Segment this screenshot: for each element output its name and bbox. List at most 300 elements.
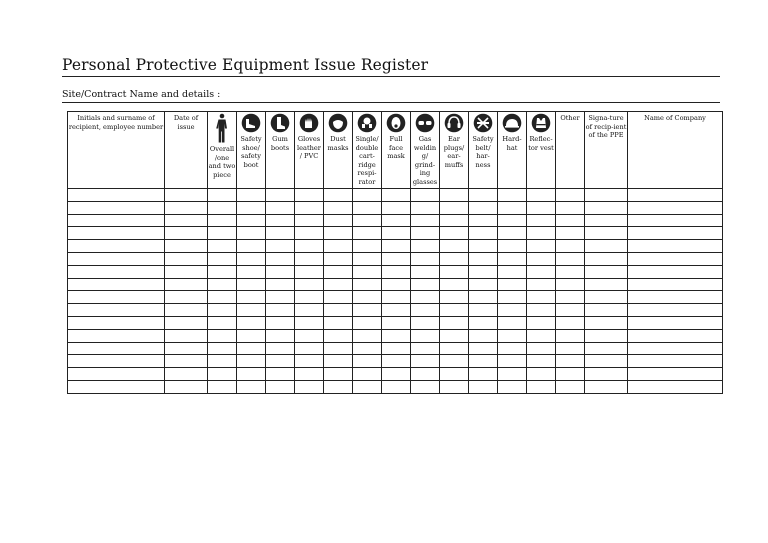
header-reflector-vest: Reflec-tor vest: [527, 112, 556, 189]
header-full-face-mask: Full face mask: [382, 112, 411, 189]
table-cell[interactable]: [585, 291, 628, 304]
table-cell[interactable]: [353, 316, 382, 329]
table-cell[interactable]: [237, 240, 266, 253]
table-cell[interactable]: [628, 342, 723, 355]
table-cell[interactable]: [382, 252, 411, 265]
respirator-icon: [357, 113, 377, 133]
table-cell[interactable]: [585, 201, 628, 214]
table-cell[interactable]: [411, 342, 440, 355]
table-cell[interactable]: [208, 265, 237, 278]
table-cell[interactable]: [440, 240, 469, 253]
table-cell[interactable]: [295, 240, 324, 253]
table-cell[interactable]: [165, 201, 208, 214]
table-cell[interactable]: [498, 342, 527, 355]
table-cell[interactable]: [411, 291, 440, 304]
table-cell[interactable]: [353, 278, 382, 291]
table-cell[interactable]: [440, 380, 469, 393]
table-cell[interactable]: [353, 189, 382, 202]
table-cell[interactable]: [208, 342, 237, 355]
table-cell[interactable]: [237, 227, 266, 240]
table-cell[interactable]: [295, 342, 324, 355]
table-cell[interactable]: [382, 316, 411, 329]
table-cell[interactable]: [411, 240, 440, 253]
table-cell[interactable]: [498, 355, 527, 368]
table-cell[interactable]: [382, 278, 411, 291]
table-cell[interactable]: [411, 214, 440, 227]
table-cell[interactable]: [585, 240, 628, 253]
table-cell[interactable]: [295, 304, 324, 317]
table-cell[interactable]: [208, 240, 237, 253]
table-cell[interactable]: [165, 240, 208, 253]
table-cell[interactable]: [556, 252, 585, 265]
header-overall: Overall /one and two piece: [208, 112, 237, 189]
table-cell[interactable]: [324, 380, 353, 393]
table-cell[interactable]: [208, 329, 237, 342]
table-cell[interactable]: [295, 355, 324, 368]
table-cell[interactable]: [237, 278, 266, 291]
table-cell[interactable]: [68, 240, 165, 253]
table-cell[interactable]: [68, 227, 165, 240]
table-cell[interactable]: [324, 189, 353, 202]
table-cell[interactable]: [353, 201, 382, 214]
table-cell[interactable]: [237, 380, 266, 393]
table-cell[interactable]: [469, 265, 498, 278]
table-cell[interactable]: [208, 252, 237, 265]
table-cell[interactable]: [585, 214, 628, 227]
header-recipient: Initials and surname of recipient, employee number: [68, 112, 165, 189]
table-cell[interactable]: [295, 278, 324, 291]
table-cell[interactable]: [208, 278, 237, 291]
table-cell[interactable]: [295, 227, 324, 240]
table-cell[interactable]: [628, 189, 723, 202]
table-cell[interactable]: [68, 214, 165, 227]
table-cell[interactable]: [324, 316, 353, 329]
table-cell[interactable]: [469, 342, 498, 355]
gloves-icon: [299, 113, 319, 133]
table-cell[interactable]: [411, 368, 440, 381]
table-cell[interactable]: [295, 329, 324, 342]
table-cell[interactable]: [266, 240, 295, 253]
issue-register-table: [67, 111, 723, 394]
table-cell[interactable]: [68, 368, 165, 381]
table-cell[interactable]: [556, 227, 585, 240]
table-cell[interactable]: [295, 265, 324, 278]
table-cell[interactable]: [295, 252, 324, 265]
page-title: Personal Protective Equipment Issue Register: [62, 56, 429, 74]
table-cell[interactable]: [324, 355, 353, 368]
table-cell[interactable]: [165, 265, 208, 278]
table-cell[interactable]: [440, 342, 469, 355]
table-cell[interactable]: [556, 240, 585, 253]
table-cell[interactable]: [266, 355, 295, 368]
table-cell[interactable]: [469, 252, 498, 265]
table-cell[interactable]: [237, 252, 266, 265]
table-cell[interactable]: [469, 329, 498, 342]
table-cell[interactable]: [68, 252, 165, 265]
table-cell[interactable]: [208, 316, 237, 329]
table-cell[interactable]: [411, 329, 440, 342]
table-cell[interactable]: [295, 201, 324, 214]
table-cell[interactable]: [628, 265, 723, 278]
table-cell[interactable]: [324, 278, 353, 291]
table-cell[interactable]: [498, 329, 527, 342]
table-cell[interactable]: [68, 304, 165, 317]
table-cell[interactable]: [585, 355, 628, 368]
overall-icon: [215, 113, 229, 143]
table-cell[interactable]: [382, 189, 411, 202]
table-cell[interactable]: [266, 252, 295, 265]
table-cell[interactable]: [440, 291, 469, 304]
table-cell[interactable]: [556, 201, 585, 214]
table-cell[interactable]: [324, 201, 353, 214]
table-cell[interactable]: [556, 189, 585, 202]
table-cell[interactable]: [498, 189, 527, 202]
table-cell[interactable]: [411, 227, 440, 240]
table-cell[interactable]: [237, 342, 266, 355]
header-signature: Signa-ture of recip-ient of the PPE: [585, 112, 628, 189]
table-cell[interactable]: [266, 265, 295, 278]
table-cell[interactable]: [266, 380, 295, 393]
table-cell[interactable]: [237, 304, 266, 317]
table-cell[interactable]: [498, 304, 527, 317]
table-cell[interactable]: [165, 342, 208, 355]
table-cell[interactable]: [68, 189, 165, 202]
table-cell[interactable]: [68, 201, 165, 214]
table-cell[interactable]: [411, 265, 440, 278]
register-body: [68, 189, 723, 394]
table-cell[interactable]: [382, 291, 411, 304]
table-cell[interactable]: [353, 329, 382, 342]
table-cell[interactable]: [498, 201, 527, 214]
table-cell[interactable]: [440, 304, 469, 317]
table-cell[interactable]: [382, 342, 411, 355]
table-cell[interactable]: [266, 227, 295, 240]
table-cell[interactable]: [165, 316, 208, 329]
table-cell[interactable]: [585, 316, 628, 329]
table-cell[interactable]: [469, 278, 498, 291]
table-cell[interactable]: [382, 265, 411, 278]
table-cell[interactable]: [295, 368, 324, 381]
table-cell[interactable]: [165, 252, 208, 265]
table-cell[interactable]: [68, 342, 165, 355]
table-cell[interactable]: [498, 214, 527, 227]
table-cell[interactable]: [411, 355, 440, 368]
table-cell[interactable]: [556, 368, 585, 381]
table-cell[interactable]: [165, 368, 208, 381]
table-cell[interactable]: [527, 252, 556, 265]
table-cell[interactable]: [324, 342, 353, 355]
table-cell[interactable]: [208, 291, 237, 304]
table-cell[interactable]: [469, 368, 498, 381]
table-cell[interactable]: [295, 291, 324, 304]
table-cell[interactable]: [353, 252, 382, 265]
table-cell[interactable]: [527, 201, 556, 214]
table-cell[interactable]: [585, 304, 628, 317]
table-cell[interactable]: [165, 329, 208, 342]
table-cell[interactable]: [527, 214, 556, 227]
table-cell[interactable]: [208, 380, 237, 393]
table-cell[interactable]: [527, 316, 556, 329]
table-cell[interactable]: [68, 316, 165, 329]
table-cell[interactable]: [165, 278, 208, 291]
table-row: [68, 304, 723, 317]
table-cell[interactable]: [324, 252, 353, 265]
table-cell[interactable]: [165, 189, 208, 202]
table-cell[interactable]: [440, 227, 469, 240]
table-cell[interactable]: [353, 368, 382, 381]
table-cell[interactable]: [498, 252, 527, 265]
table-cell[interactable]: [324, 329, 353, 342]
table-cell[interactable]: [68, 265, 165, 278]
table-cell[interactable]: [295, 316, 324, 329]
table-cell[interactable]: [324, 240, 353, 253]
table-cell[interactable]: [266, 316, 295, 329]
table-cell[interactable]: [208, 214, 237, 227]
header-ear-muffs: Ear plugs/ ear-muffs: [440, 112, 469, 189]
table-cell[interactable]: [165, 227, 208, 240]
table-cell[interactable]: [556, 316, 585, 329]
table-cell[interactable]: [498, 240, 527, 253]
table-cell[interactable]: [208, 189, 237, 202]
table-cell[interactable]: [469, 316, 498, 329]
table-cell[interactable]: [295, 214, 324, 227]
table-cell[interactable]: [237, 189, 266, 202]
table-cell[interactable]: [556, 329, 585, 342]
table-cell[interactable]: [68, 278, 165, 291]
table-cell[interactable]: [353, 227, 382, 240]
table-cell[interactable]: [237, 214, 266, 227]
table-cell[interactable]: [440, 355, 469, 368]
table-cell[interactable]: [208, 355, 237, 368]
table-cell[interactable]: [469, 227, 498, 240]
table-cell[interactable]: [237, 329, 266, 342]
table-cell[interactable]: [295, 380, 324, 393]
table-row: [68, 189, 723, 202]
table-cell[interactable]: [237, 316, 266, 329]
gum-boot-icon: [270, 113, 290, 133]
table-cell[interactable]: [266, 329, 295, 342]
table-cell[interactable]: [585, 189, 628, 202]
table-cell[interactable]: [237, 368, 266, 381]
table-cell[interactable]: [208, 368, 237, 381]
table-cell[interactable]: [411, 278, 440, 291]
table-cell[interactable]: [68, 329, 165, 342]
table-cell[interactable]: [440, 316, 469, 329]
table-cell[interactable]: [556, 214, 585, 227]
table-cell[interactable]: [585, 252, 628, 265]
table-cell[interactable]: [266, 342, 295, 355]
header-other: Other: [556, 112, 585, 189]
table-cell[interactable]: [469, 189, 498, 202]
table-cell[interactable]: [527, 368, 556, 381]
table-cell[interactable]: [411, 304, 440, 317]
table-cell[interactable]: [440, 214, 469, 227]
table-cell[interactable]: [556, 342, 585, 355]
table-cell[interactable]: [628, 368, 723, 381]
table-cell[interactable]: [556, 304, 585, 317]
table-cell[interactable]: [469, 291, 498, 304]
table-cell[interactable]: [353, 265, 382, 278]
table-cell[interactable]: [440, 368, 469, 381]
title-rule: [62, 76, 720, 77]
table-cell[interactable]: [469, 380, 498, 393]
table-cell[interactable]: [382, 227, 411, 240]
table-cell[interactable]: [628, 329, 723, 342]
table-cell[interactable]: [237, 201, 266, 214]
table-cell[interactable]: [295, 189, 324, 202]
table-cell[interactable]: [585, 380, 628, 393]
header-gum-boots: Gum boots: [266, 112, 295, 189]
table-cell[interactable]: [324, 368, 353, 381]
table-cell[interactable]: [353, 304, 382, 317]
table-cell[interactable]: [324, 214, 353, 227]
table-cell[interactable]: [266, 214, 295, 227]
table-cell[interactable]: [556, 355, 585, 368]
table-row: [68, 380, 723, 393]
table-cell[interactable]: [628, 214, 723, 227]
table-cell[interactable]: [527, 291, 556, 304]
table-cell[interactable]: [237, 355, 266, 368]
table-cell[interactable]: [266, 291, 295, 304]
table-cell[interactable]: [165, 304, 208, 317]
table-cell[interactable]: [353, 240, 382, 253]
table-cell[interactable]: [266, 368, 295, 381]
table-cell[interactable]: [353, 355, 382, 368]
table-cell[interactable]: [208, 201, 237, 214]
table-cell[interactable]: [165, 355, 208, 368]
table-cell[interactable]: [527, 278, 556, 291]
table-row: [68, 316, 723, 329]
table-cell[interactable]: [208, 304, 237, 317]
table-cell[interactable]: [440, 252, 469, 265]
table-cell[interactable]: [208, 227, 237, 240]
table-cell[interactable]: [68, 291, 165, 304]
table-cell[interactable]: [628, 240, 723, 253]
table-cell[interactable]: [628, 227, 723, 240]
table-cell[interactable]: [585, 278, 628, 291]
table-cell[interactable]: [165, 214, 208, 227]
table-cell[interactable]: [411, 316, 440, 329]
safety-shoe-icon: [241, 113, 261, 133]
table-cell[interactable]: [498, 368, 527, 381]
table-cell[interactable]: [324, 304, 353, 317]
table-cell[interactable]: [411, 380, 440, 393]
table-cell[interactable]: [469, 355, 498, 368]
harness-icon: [473, 113, 493, 133]
table-cell[interactable]: [382, 201, 411, 214]
table-cell[interactable]: [628, 291, 723, 304]
table-cell[interactable]: [585, 265, 628, 278]
table-cell[interactable]: [527, 329, 556, 342]
table-cell[interactable]: [411, 189, 440, 202]
table-cell[interactable]: [498, 316, 527, 329]
table-cell[interactable]: [382, 214, 411, 227]
hard-hat-icon: [502, 113, 522, 133]
table-cell[interactable]: [411, 201, 440, 214]
table-cell[interactable]: [498, 227, 527, 240]
table-cell[interactable]: [237, 291, 266, 304]
table-cell[interactable]: [440, 265, 469, 278]
table-cell[interactable]: [527, 342, 556, 355]
table-cell[interactable]: [266, 304, 295, 317]
table-cell[interactable]: [469, 201, 498, 214]
table-cell[interactable]: [353, 342, 382, 355]
table-cell[interactable]: [628, 380, 723, 393]
table-cell[interactable]: [527, 227, 556, 240]
table-cell[interactable]: [556, 265, 585, 278]
table-cell[interactable]: [266, 201, 295, 214]
table-cell[interactable]: [411, 252, 440, 265]
table-cell[interactable]: [324, 291, 353, 304]
table-cell[interactable]: [469, 240, 498, 253]
table-cell[interactable]: [556, 380, 585, 393]
table-cell[interactable]: [498, 291, 527, 304]
table-cell[interactable]: [527, 380, 556, 393]
table-cell[interactable]: [628, 252, 723, 265]
table-cell[interactable]: [585, 368, 628, 381]
table-cell[interactable]: [527, 355, 556, 368]
table-cell[interactable]: [440, 278, 469, 291]
table-row: [68, 265, 723, 278]
table-cell[interactable]: [353, 291, 382, 304]
table-cell[interactable]: [527, 189, 556, 202]
table-cell[interactable]: [628, 201, 723, 214]
table-cell[interactable]: [165, 291, 208, 304]
table-cell[interactable]: [382, 329, 411, 342]
table-cell[interactable]: [498, 278, 527, 291]
table-cell[interactable]: [382, 304, 411, 317]
table-cell[interactable]: [585, 329, 628, 342]
table-cell[interactable]: [585, 342, 628, 355]
table-row: [68, 291, 723, 304]
table-cell[interactable]: [68, 355, 165, 368]
table-cell[interactable]: [527, 265, 556, 278]
table-cell[interactable]: [498, 380, 527, 393]
table-cell[interactable]: [353, 214, 382, 227]
table-cell[interactable]: [266, 189, 295, 202]
table-cell[interactable]: [382, 368, 411, 381]
table-cell[interactable]: [556, 291, 585, 304]
table-cell[interactable]: [237, 265, 266, 278]
table-cell[interactable]: [324, 227, 353, 240]
table-cell[interactable]: [469, 304, 498, 317]
table-cell[interactable]: [440, 329, 469, 342]
table-cell[interactable]: [556, 278, 585, 291]
table-cell[interactable]: [527, 240, 556, 253]
reflector-vest-icon: [531, 113, 551, 133]
header-dust-masks: Dust masks: [324, 112, 353, 189]
table-cell[interactable]: [382, 355, 411, 368]
header-date: Date of issue: [165, 112, 208, 189]
table-cell[interactable]: [382, 240, 411, 253]
table-cell[interactable]: [498, 265, 527, 278]
table-cell[interactable]: [585, 227, 628, 240]
table-cell[interactable]: [628, 304, 723, 317]
table-cell[interactable]: [324, 265, 353, 278]
table-cell[interactable]: [382, 380, 411, 393]
table-cell[interactable]: [628, 355, 723, 368]
table-cell[interactable]: [469, 214, 498, 227]
table-cell[interactable]: [527, 304, 556, 317]
table-cell[interactable]: [266, 278, 295, 291]
table-cell[interactable]: [440, 189, 469, 202]
table-cell[interactable]: [440, 201, 469, 214]
table-cell[interactable]: [628, 278, 723, 291]
table-cell[interactable]: [628, 316, 723, 329]
table-cell[interactable]: [165, 380, 208, 393]
table-cell[interactable]: [68, 380, 165, 393]
table-cell[interactable]: [353, 380, 382, 393]
